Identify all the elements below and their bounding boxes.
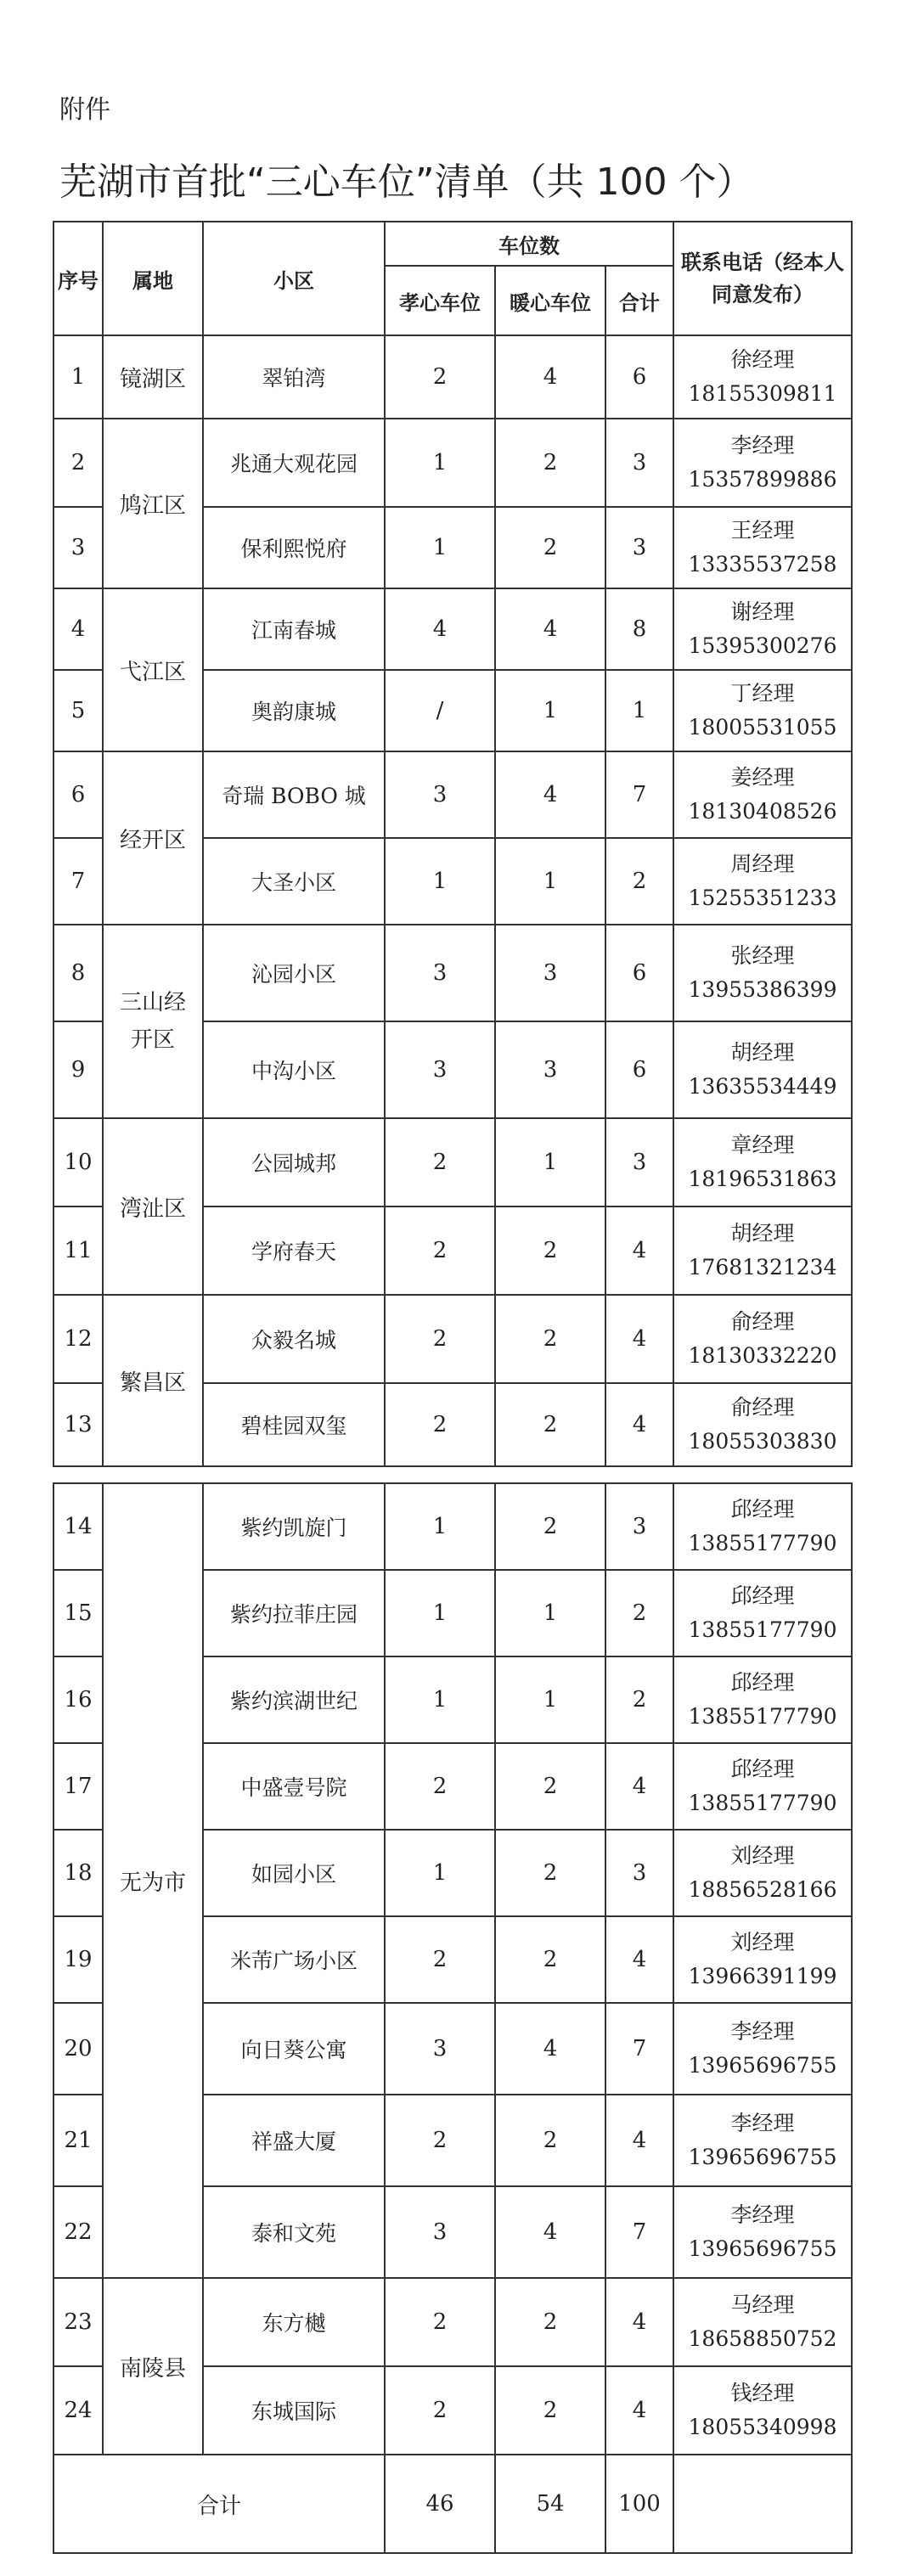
- table-row: [53, 335, 852, 419]
- district-label: 三山经开区: [119, 990, 186, 1053]
- total-count: 4: [605, 2366, 673, 2455]
- table-row: [53, 925, 852, 1021]
- contact-cell: [673, 1916, 852, 2003]
- district-label: 湾沚区: [119, 1195, 186, 1222]
- row-number: 5: [53, 670, 103, 751]
- district-cell: [103, 751, 203, 925]
- summary-warm: 54: [495, 2455, 605, 2553]
- contact-name: 邱经理: [730, 1757, 795, 1781]
- community-name: 公园城邦: [203, 1118, 385, 1206]
- contact-cell: [673, 2366, 852, 2455]
- filial-count: 1: [385, 507, 495, 588]
- filial-count: 2: [385, 1206, 495, 1295]
- filial-count: 2: [385, 1743, 495, 1830]
- community-name: 奇瑞 BOBO 城: [203, 751, 385, 838]
- district-cell: [103, 2278, 203, 2455]
- row-number: 2: [53, 419, 103, 507]
- table-body-part1: [53, 335, 852, 1466]
- contact-cell: [673, 670, 852, 751]
- table-row: [53, 751, 852, 838]
- filial-count: 1: [385, 1830, 495, 1916]
- contact-cell: [673, 588, 852, 670]
- total-count: 4: [605, 2095, 673, 2186]
- community-name: 向日葵公寓: [203, 2003, 385, 2095]
- district-label: 鸠江区: [119, 492, 186, 519]
- filial-count: 3: [385, 1021, 495, 1118]
- contact-name: 邱经理: [730, 1583, 795, 1608]
- warm-count: 1: [495, 1118, 605, 1206]
- warm-count: 2: [495, 1916, 605, 2003]
- community-name: 紫约凯旋门: [203, 1483, 385, 1570]
- warm-count: 2: [495, 1483, 605, 1570]
- table-row: [53, 1295, 852, 1383]
- warm-count: 1: [495, 670, 605, 751]
- total-count: 7: [605, 2186, 673, 2278]
- page-title: 芜湖市首批“三心车位”清单（共 100 个）: [59, 160, 754, 204]
- community-name: 东城国际: [203, 2366, 385, 2455]
- row-number: 7: [53, 838, 103, 925]
- contact-name: 姜经理: [730, 765, 795, 790]
- district-label: 经开区: [119, 827, 186, 853]
- warm-count: 2: [495, 419, 605, 507]
- row-number: 19: [53, 1916, 103, 2003]
- total-count: 3: [605, 1483, 673, 1570]
- district-cell: [103, 1295, 203, 1466]
- warm-count: 2: [495, 1295, 605, 1383]
- filial-count: 2: [385, 2278, 495, 2366]
- row-number: 12: [53, 1295, 103, 1383]
- row-number: 15: [53, 1570, 103, 1656]
- community-name: 保利熙悦府: [203, 507, 385, 588]
- row-number: 6: [53, 751, 103, 838]
- district-label: 镜湖区: [119, 366, 186, 392]
- row-number: 16: [53, 1656, 103, 1743]
- filial-count: 2: [385, 335, 495, 419]
- header-spaces: 车位数: [385, 222, 673, 266]
- filial-count: 4: [385, 588, 495, 670]
- district-cell: [103, 588, 203, 751]
- row-number: 18: [53, 1830, 103, 1916]
- summary-label: 合计: [53, 2455, 385, 2553]
- warm-count: 2: [495, 2366, 605, 2455]
- community-name: 众毅名城: [203, 1295, 385, 1383]
- summary-filial: 46: [385, 2455, 495, 2553]
- contact-name: 胡经理: [730, 1040, 795, 1065]
- header-warm: 暖心车位: [495, 266, 605, 335]
- district-cell: [103, 1483, 203, 2278]
- total-count: 6: [605, 925, 673, 1021]
- total-count: 7: [605, 2003, 673, 2095]
- total-count: 2: [605, 1570, 673, 1656]
- contact-phone: 13635534449: [688, 1074, 837, 1099]
- contact-name: 李经理: [730, 2019, 795, 2044]
- contact-cell: [673, 1483, 852, 1570]
- row-number: 9: [53, 1021, 103, 1118]
- contact-name: 刘经理: [730, 1930, 795, 1954]
- contact-name: 钱经理: [730, 2381, 795, 2405]
- contact-phone: 13335537258: [688, 552, 837, 577]
- table-row: [53, 1118, 852, 1206]
- community-name: 东方樾: [203, 2278, 385, 2366]
- warm-count: 2: [495, 2278, 605, 2366]
- contact-phone: 18155309811: [688, 381, 837, 406]
- contact-name: 李经理: [730, 2111, 795, 2135]
- parking-table-part2: [53, 1482, 853, 2554]
- contact-name: 邱经理: [730, 1670, 795, 1695]
- warm-count: 1: [495, 1656, 605, 1743]
- district-cell: [103, 419, 203, 588]
- filial-count: 1: [385, 419, 495, 507]
- header-no: 序号: [53, 222, 103, 335]
- contact-cell: [673, 1206, 852, 1295]
- contact-cell: [673, 925, 852, 1021]
- table-row: [53, 1483, 852, 1570]
- filial-count: 2: [385, 1383, 495, 1466]
- contact-cell: [673, 1021, 852, 1118]
- warm-count: 1: [495, 838, 605, 925]
- row-number: 23: [53, 2278, 103, 2366]
- contact-cell: [673, 1383, 852, 1466]
- community-name: 中盛壹号院: [203, 1743, 385, 1830]
- contact-phone: 15357899886: [688, 467, 837, 492]
- contact-name: 李经理: [730, 2202, 795, 2227]
- warm-count: 3: [495, 1021, 605, 1118]
- header-filial: 孝心车位: [385, 266, 495, 335]
- district-cell: [103, 925, 203, 1118]
- summary-total: 100: [605, 2455, 673, 2553]
- row-number: 11: [53, 1206, 103, 1295]
- contact-name: 丁经理: [730, 681, 795, 706]
- contact-phone: 15255351233: [688, 886, 837, 910]
- contact-cell: [673, 2003, 852, 2095]
- contact-phone: 13855177790: [688, 1617, 837, 1642]
- contact-phone: 13855177790: [688, 1531, 837, 1555]
- warm-count: 2: [495, 1743, 605, 1830]
- contact-phone: 13965696755: [688, 2053, 837, 2078]
- contact-name: 张经理: [730, 943, 795, 968]
- contact-name: 徐经理: [730, 347, 795, 372]
- row-number: 8: [53, 925, 103, 1021]
- warm-count: 4: [495, 335, 605, 419]
- total-count: 3: [605, 507, 673, 588]
- table-row: [53, 2278, 852, 2366]
- row-number: 3: [53, 507, 103, 588]
- community-name: 碧桂园双玺: [203, 1383, 385, 1466]
- warm-count: 2: [495, 1830, 605, 1916]
- warm-count: 4: [495, 2003, 605, 2095]
- community-name: 翠铂湾: [203, 335, 385, 419]
- contact-phone: 18005531055: [688, 715, 837, 740]
- contact-phone: 18055340998: [688, 2415, 837, 2439]
- contact-phone: 13965696755: [688, 2236, 837, 2261]
- row-number: 17: [53, 1743, 103, 1830]
- community-name: 沁园小区: [203, 925, 385, 1021]
- contact-phone: 18055303830: [688, 1429, 837, 1454]
- community-name: 紫约拉菲庄园: [203, 1570, 385, 1656]
- contact-name: 俞经理: [730, 1309, 795, 1334]
- warm-count: 4: [495, 751, 605, 838]
- filial-count: 3: [385, 925, 495, 1021]
- row-number: 10: [53, 1118, 103, 1206]
- table-body-part2: [53, 1483, 852, 2553]
- row-number: 20: [53, 2003, 103, 2095]
- row-number: 13: [53, 1383, 103, 1466]
- contact-cell: [673, 507, 852, 588]
- total-count: 4: [605, 1206, 673, 1295]
- contact-cell: [673, 1830, 852, 1916]
- row-number: 21: [53, 2095, 103, 2186]
- warm-count: 2: [495, 507, 605, 588]
- contact-name: 王经理: [730, 518, 795, 543]
- contact-name: 周经理: [730, 852, 795, 876]
- community-name: 学府春天: [203, 1206, 385, 1295]
- warm-count: 4: [495, 2186, 605, 2278]
- total-count: 4: [605, 1295, 673, 1383]
- filial-count: 1: [385, 1483, 495, 1570]
- total-count: 4: [605, 1383, 673, 1466]
- warm-count: 4: [495, 588, 605, 670]
- contact-phone: 18130332220: [688, 1343, 837, 1368]
- district-label: 繁昌区: [119, 1370, 186, 1396]
- contact-cell: [673, 419, 852, 507]
- parking-table-part1: [53, 221, 853, 1467]
- total-count: 1: [605, 670, 673, 751]
- contact-cell: [673, 751, 852, 838]
- row-number: 14: [53, 1483, 103, 1570]
- contact-phone: 13855177790: [688, 1791, 837, 1815]
- community-name: 大圣小区: [203, 838, 385, 925]
- total-count: 3: [605, 1118, 673, 1206]
- warm-count: 3: [495, 925, 605, 1021]
- contact-cell: [673, 2095, 852, 2186]
- district-cell: [103, 335, 203, 419]
- total-count: 8: [605, 588, 673, 670]
- total-count: 3: [605, 419, 673, 507]
- attachment-label: 附件: [59, 95, 110, 125]
- contact-cell: [673, 2186, 852, 2278]
- contact-phone: 18130408526: [688, 799, 837, 824]
- warm-count: 2: [495, 2095, 605, 2186]
- header-community: 小区: [203, 222, 385, 335]
- community-name: 兆通大观花园: [203, 419, 385, 507]
- community-name: 如园小区: [203, 1830, 385, 1916]
- filial-count: 2: [385, 1295, 495, 1383]
- filial-count: /: [385, 670, 495, 751]
- total-count: 3: [605, 1830, 673, 1916]
- contact-phone: 13855177790: [688, 1704, 837, 1729]
- row-number: 22: [53, 2186, 103, 2278]
- filial-count: 2: [385, 2095, 495, 2186]
- filial-count: 2: [385, 1118, 495, 1206]
- district-label: 弋江区: [119, 659, 186, 685]
- contact-name: 李经理: [730, 433, 795, 458]
- total-count: 4: [605, 1743, 673, 1830]
- community-name: 祥盛大厦: [203, 2095, 385, 2186]
- total-count: 2: [605, 1656, 673, 1743]
- header-district: 属地: [103, 222, 203, 335]
- total-count: 4: [605, 1916, 673, 2003]
- contact-phone: 18856528166: [688, 1877, 837, 1902]
- contact-cell: [673, 1743, 852, 1830]
- header-total: 合计: [605, 266, 673, 335]
- filial-count: 2: [385, 2366, 495, 2455]
- contact-cell: [673, 335, 852, 419]
- total-count: 7: [605, 751, 673, 838]
- contact-name: 邱经理: [730, 1497, 795, 1521]
- warm-count: 2: [495, 1206, 605, 1295]
- row-number: 4: [53, 588, 103, 670]
- contact-phone: 13965696755: [688, 2145, 837, 2169]
- total-count: 6: [605, 335, 673, 419]
- community-name: 江南春城: [203, 588, 385, 670]
- filial-count: 1: [385, 838, 495, 925]
- contact-cell: [673, 838, 852, 925]
- district-label: 无为市: [119, 1870, 186, 1896]
- row-number: 24: [53, 2366, 103, 2455]
- contact-name: 谢经理: [730, 599, 795, 624]
- contact-name: 刘经理: [730, 1843, 795, 1868]
- header-contact: 联系电话（经本人同意发布）: [673, 222, 852, 335]
- total-count: 2: [605, 838, 673, 925]
- warm-count: 1: [495, 1570, 605, 1656]
- contact-cell: [673, 1295, 852, 1383]
- community-name: 紫约滨湖世纪: [203, 1656, 385, 1743]
- row-number: 1: [53, 335, 103, 419]
- filial-count: 1: [385, 1656, 495, 1743]
- contact-phone: 18658850752: [688, 2326, 837, 2351]
- table-row: [53, 588, 852, 670]
- contact-name: 胡经理: [730, 1221, 795, 1246]
- filial-count: 1: [385, 1570, 495, 1656]
- contact-name: 俞经理: [730, 1395, 795, 1420]
- total-count: 6: [605, 1021, 673, 1118]
- contact-cell: [673, 1118, 852, 1206]
- table-row: [53, 419, 852, 507]
- contact-name: 马经理: [730, 2292, 795, 2317]
- district-label: 南陵县: [119, 2355, 186, 2382]
- district-cell: [103, 1118, 203, 1295]
- community-name: 奥韵康城: [203, 670, 385, 751]
- contact-cell: [673, 2278, 852, 2366]
- summary-row: [53, 2455, 852, 2553]
- contact-phone: 18196531863: [688, 1167, 837, 1191]
- warm-count: 2: [495, 1383, 605, 1466]
- contact-phone: 13955386399: [688, 977, 837, 1002]
- contact-phone: 17681321234: [688, 1255, 837, 1280]
- community-name: 泰和文苑: [203, 2186, 385, 2278]
- contact-name: 章经理: [730, 1133, 795, 1157]
- community-name: 米芾广场小区: [203, 1916, 385, 2003]
- filial-count: 3: [385, 2003, 495, 2095]
- filial-count: 3: [385, 2186, 495, 2278]
- contact-phone: 15395300276: [688, 633, 837, 658]
- summary-empty: [673, 2455, 852, 2553]
- contact-cell: [673, 1656, 852, 1743]
- contact-cell: [673, 1570, 852, 1656]
- contact-phone: 13966391199: [688, 1964, 837, 1988]
- community-name: 中沟小区: [203, 1021, 385, 1118]
- total-count: 4: [605, 2278, 673, 2366]
- filial-count: 3: [385, 751, 495, 838]
- filial-count: 2: [385, 1916, 495, 2003]
